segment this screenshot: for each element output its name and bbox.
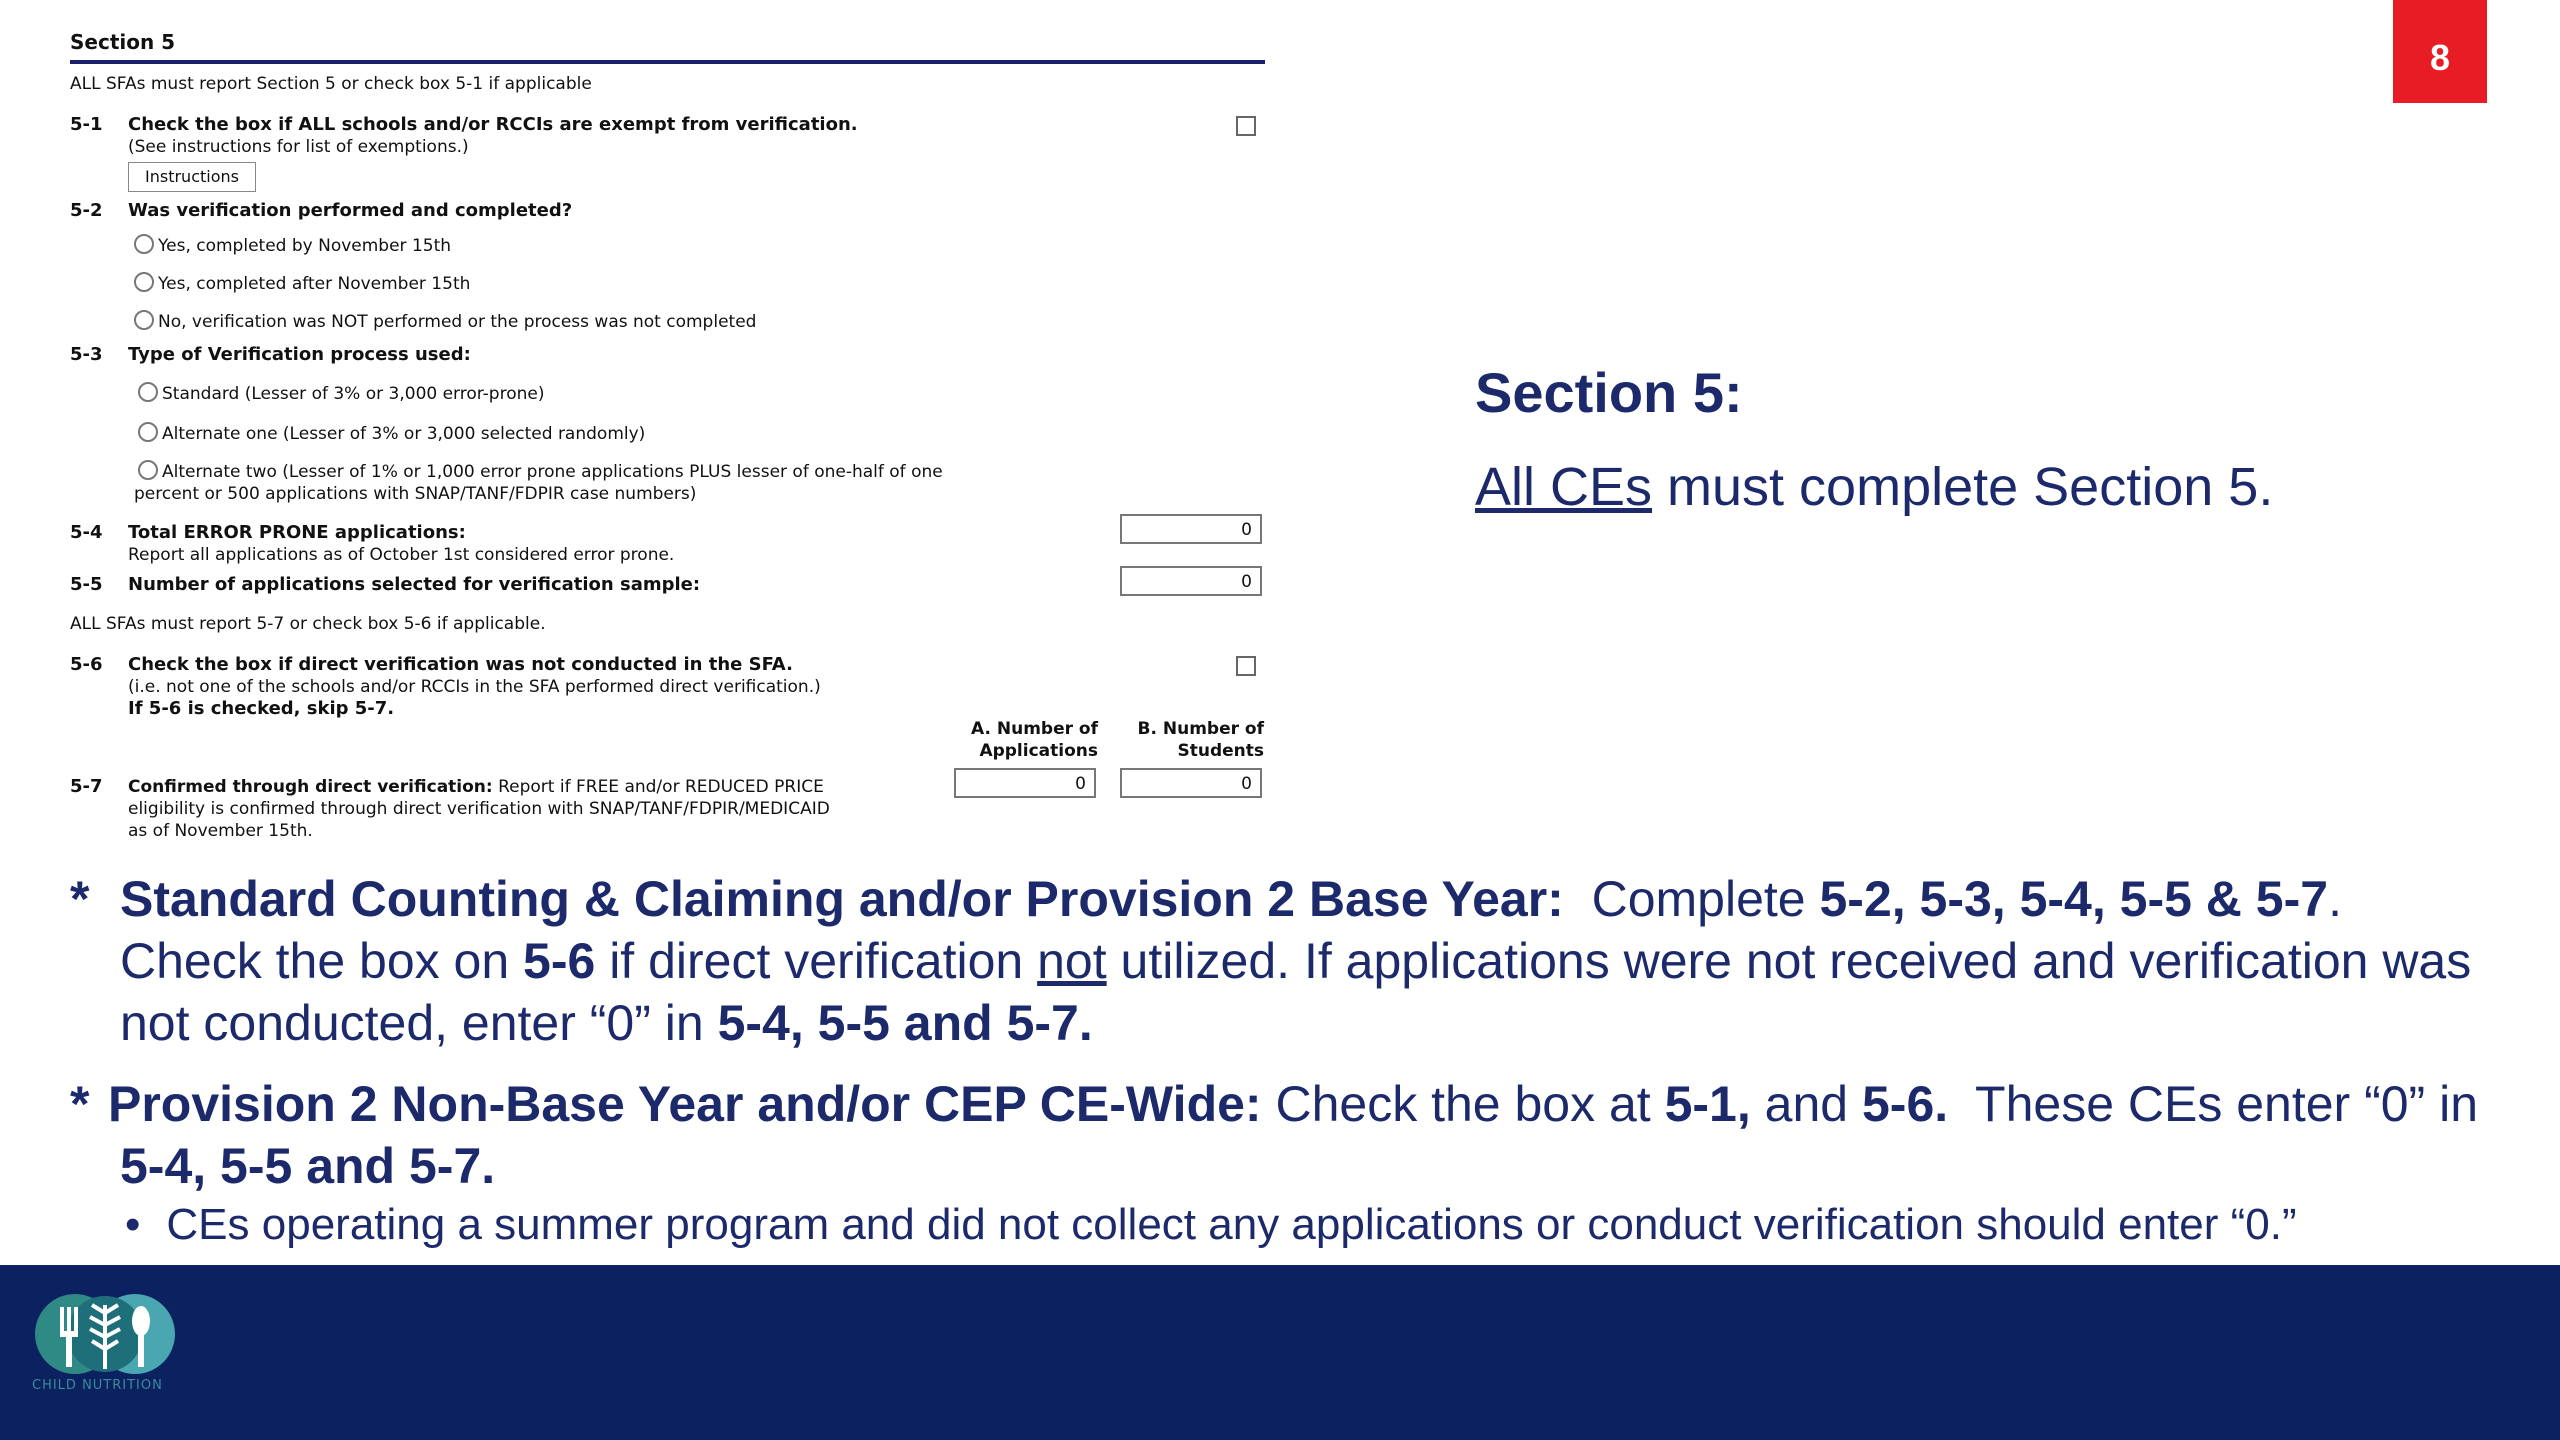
q5-7-label: Confirmed through direct verification: bbox=[128, 777, 493, 797]
radio-button[interactable] bbox=[134, 310, 154, 330]
q5-7-input-b[interactable]: 0 bbox=[1120, 768, 1262, 798]
q5-3-text: Type of Verification process used: bbox=[128, 344, 471, 365]
q5-3-option-1[interactable]: Standard (Lesser of 3% or 3,000 error-prone) bbox=[138, 384, 544, 404]
q5-7-input-a[interactable]: 0 bbox=[954, 768, 1096, 798]
q5-6-number: 5-6 bbox=[70, 654, 103, 675]
q5-2-option-1[interactable]: Yes, completed by November 15th bbox=[134, 236, 451, 256]
col-b-header: B. Number of Students bbox=[1137, 719, 1264, 761]
q5-6-text: Check the box if direct verification was not conducted in the SFA. bbox=[128, 654, 793, 675]
q5-1-checkbox[interactable] bbox=[1236, 116, 1256, 136]
q5-1-number: 5-1 bbox=[70, 114, 103, 135]
form-intro-2: ALL SFAs must report 5-7 or check box 5-6 if applicable. bbox=[70, 614, 546, 634]
footer-bar bbox=[0, 1265, 2560, 1440]
section5-form bbox=[70, 30, 1265, 874]
q5-5-text: Number of applications selected for verification sample: bbox=[128, 574, 701, 595]
bullet-summer-program: • CEs operating a summer program and did not collect any applications or conduct verification should enter “0.” bbox=[125, 1200, 2297, 1249]
section5-heading: Section 5: bbox=[1475, 361, 1743, 424]
q5-2-option-2[interactable]: Yes, completed after November 15th bbox=[134, 274, 470, 294]
q5-3-number: 5-3 bbox=[70, 344, 103, 365]
q5-1-note: (See instructions for list of exemptions.) bbox=[128, 137, 469, 157]
q5-7-line3: as of November 15th. bbox=[128, 821, 313, 841]
q5-4-note: Report all applications as of October 1st considered error prone. bbox=[128, 545, 675, 565]
page-number-badge: 8 bbox=[2393, 0, 2487, 103]
q5-2-number: 5-2 bbox=[70, 200, 103, 221]
all-ces-text: All CEs bbox=[1475, 457, 1653, 517]
radio-button[interactable] bbox=[138, 422, 158, 442]
q5-6-note: (i.e. not one of the schools and/or RCCIs in the SFA performed direct verification.) bbox=[128, 677, 821, 697]
radio-button[interactable] bbox=[134, 272, 154, 292]
form-intro: ALL SFAs must report Section 5 or check box 5-1 if applicable bbox=[70, 74, 592, 94]
q5-2-text: Was verification performed and completed? bbox=[128, 200, 573, 221]
q5-3-option-3[interactable]: Alternate two (Lesser of 1% or 1,000 error prone applications PLUS lesser of one-half of one bbox=[138, 462, 943, 482]
section5-subheading: All CEs must complete Section 5. bbox=[1475, 457, 2274, 517]
instructions-button[interactable]: Instructions bbox=[128, 162, 256, 192]
q5-4-input[interactable]: 0 bbox=[1120, 514, 1262, 544]
col-a-header: A. Number of Applications bbox=[971, 719, 1098, 761]
q5-7-line2: eligibility is confirmed through direct verification with SNAP/TANF/FDPIR/MEDICAID bbox=[128, 799, 830, 819]
q5-6-checkbox[interactable] bbox=[1236, 656, 1256, 676]
form-section-title: Section 5 bbox=[70, 30, 1265, 64]
q5-4-number: 5-4 bbox=[70, 522, 103, 543]
radio-button[interactable] bbox=[134, 234, 154, 254]
q5-3-option-3-cont: percent or 500 applications with SNAP/TANF/FDPIR case numbers) bbox=[134, 484, 697, 504]
q5-2-option-3[interactable]: No, verification was NOT performed or the process was not completed bbox=[134, 312, 756, 332]
q5-3-option-2[interactable]: Alternate one (Lesser of 3% or 3,000 selected randomly) bbox=[138, 424, 645, 444]
q5-7-text: Report if FREE and/or REDUCED PRICE bbox=[492, 777, 824, 797]
radio-button[interactable] bbox=[138, 382, 158, 402]
q5-6-skip: If 5-6 is checked, skip 5-7. bbox=[128, 698, 395, 719]
radio-button[interactable] bbox=[138, 460, 158, 480]
q5-5-number: 5-5 bbox=[70, 574, 103, 595]
q5-7-number: 5-7 bbox=[70, 776, 103, 797]
q5-5-input[interactable]: 0 bbox=[1120, 566, 1262, 596]
logo-text: CHILD NUTRITION bbox=[32, 1378, 163, 1393]
q5-1-text: Check the box if ALL schools and/or RCCIs are exempt from verification. bbox=[128, 114, 858, 135]
q5-4-text: Total ERROR PRONE applications: bbox=[128, 522, 466, 543]
